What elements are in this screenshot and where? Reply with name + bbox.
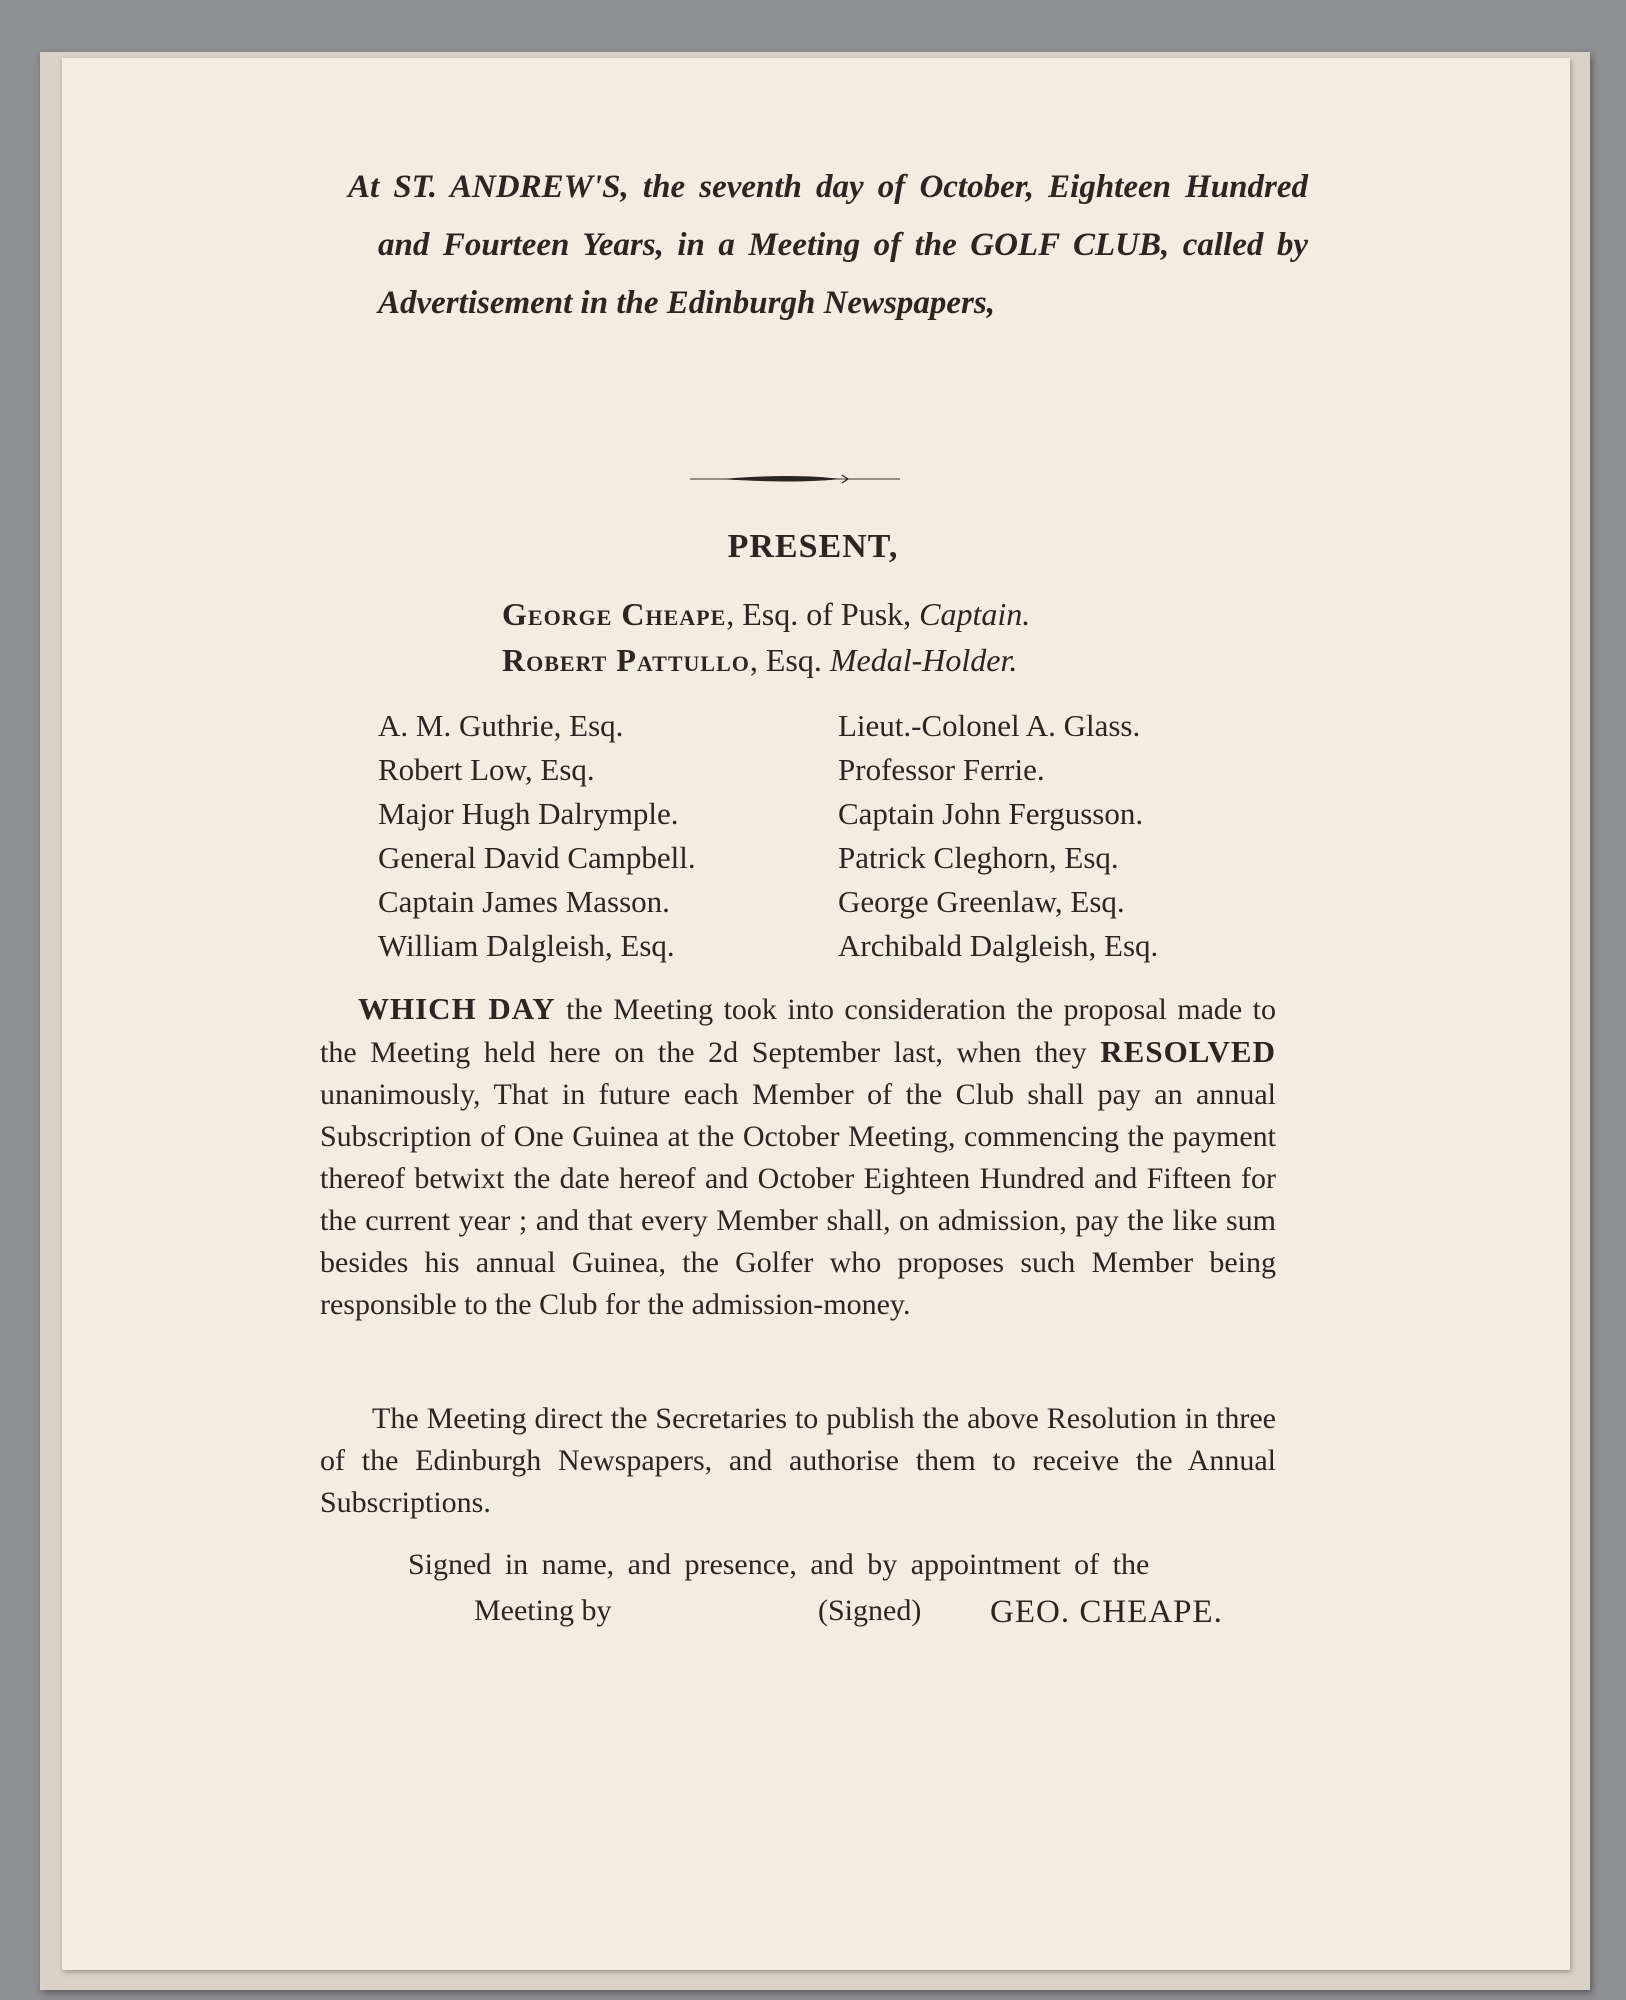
officer-role: Captain. bbox=[919, 596, 1031, 632]
member-name: Major Hugh Dalrymple. bbox=[378, 796, 679, 831]
resolution-paragraph bbox=[320, 988, 1276, 1326]
member-name: A. M. Guthrie, Esq. bbox=[378, 708, 624, 743]
present-title: PRESENT, bbox=[727, 528, 899, 565]
member-name: George Greenlaw, Esq. bbox=[838, 884, 1125, 919]
member-name: Lieut.-Colonel A. Glass. bbox=[838, 708, 1141, 743]
officer-captain bbox=[502, 596, 1030, 633]
signature-meeting-by: Meeting by bbox=[474, 1594, 612, 1627]
direction-paragraph: The Meeting direct the Secretaries to publish the above Resolution in three of the Edinburgh Newspapers, and authorise them to receive the Annual Subscriptions. bbox=[320, 1402, 1276, 1519]
member-name: Captain James Masson. bbox=[378, 884, 670, 919]
officer-name: Robert Pattullo bbox=[502, 642, 750, 678]
officer-detail: , Esq. of Pusk, bbox=[726, 596, 920, 632]
ornamental-rule bbox=[690, 472, 900, 486]
signature-signed: (Signed) bbox=[818, 1594, 922, 1627]
resolution-lead: WHICH DAY bbox=[358, 991, 556, 1026]
member-name: Captain John Fergusson. bbox=[838, 796, 1144, 831]
resolution-text-1: the Meeting took into consideration the proposal made to the Meeting held here on the 2d September last, when they bbox=[320, 993, 1276, 1069]
member-name: Professor Ferrie. bbox=[838, 752, 1045, 787]
heading-place: At ST. ANDREW'S, bbox=[348, 169, 629, 205]
member-name: William Dalgleish, Esq. bbox=[378, 928, 675, 963]
resolution-resolved: RESOLVED bbox=[1100, 1034, 1276, 1069]
signature-line: Signed in name, and presence, and by appointment of the bbox=[408, 1548, 1150, 1581]
officer-medal-holder bbox=[502, 642, 1017, 679]
member-name: Patrick Cleghorn, Esq. bbox=[838, 840, 1119, 875]
officer-role: Medal-Holder. bbox=[829, 642, 1018, 678]
member-name: Archibald Dalgleish, Esq. bbox=[838, 928, 1159, 963]
officer-name: George Cheape bbox=[502, 596, 727, 632]
member-name: General David Campbell. bbox=[378, 840, 696, 875]
meeting-heading bbox=[348, 158, 1308, 332]
heading-text: the seventh day of October, Eighteen Hundred and Fourteen Years, in a Meeting of the GOLF CLUB, called by Advertisement in the Edinburgh Newspapers, bbox=[378, 169, 1308, 321]
members-list-right bbox=[838, 704, 1158, 968]
signer-name: GEO. CHEAPE. bbox=[990, 1594, 1223, 1630]
officer-detail: , Esq. bbox=[749, 642, 830, 678]
resolution-text-2: unanimously, That in future each Member of the Club shall pay an annual Subscription of One Guinea at the October Meeting, commencing the payment thereof betwixt the date hereof and October Eighteen Hundred and Fifteen for the current year ; and that every Member shall, on admission, pay the like sum besides his annual Guinea, the Golfer who proposes such Member being responsible to the Club for the admission-money. bbox=[320, 1078, 1276, 1321]
member-name: Robert Low, Esq. bbox=[378, 752, 595, 787]
members-list-left bbox=[378, 704, 696, 968]
